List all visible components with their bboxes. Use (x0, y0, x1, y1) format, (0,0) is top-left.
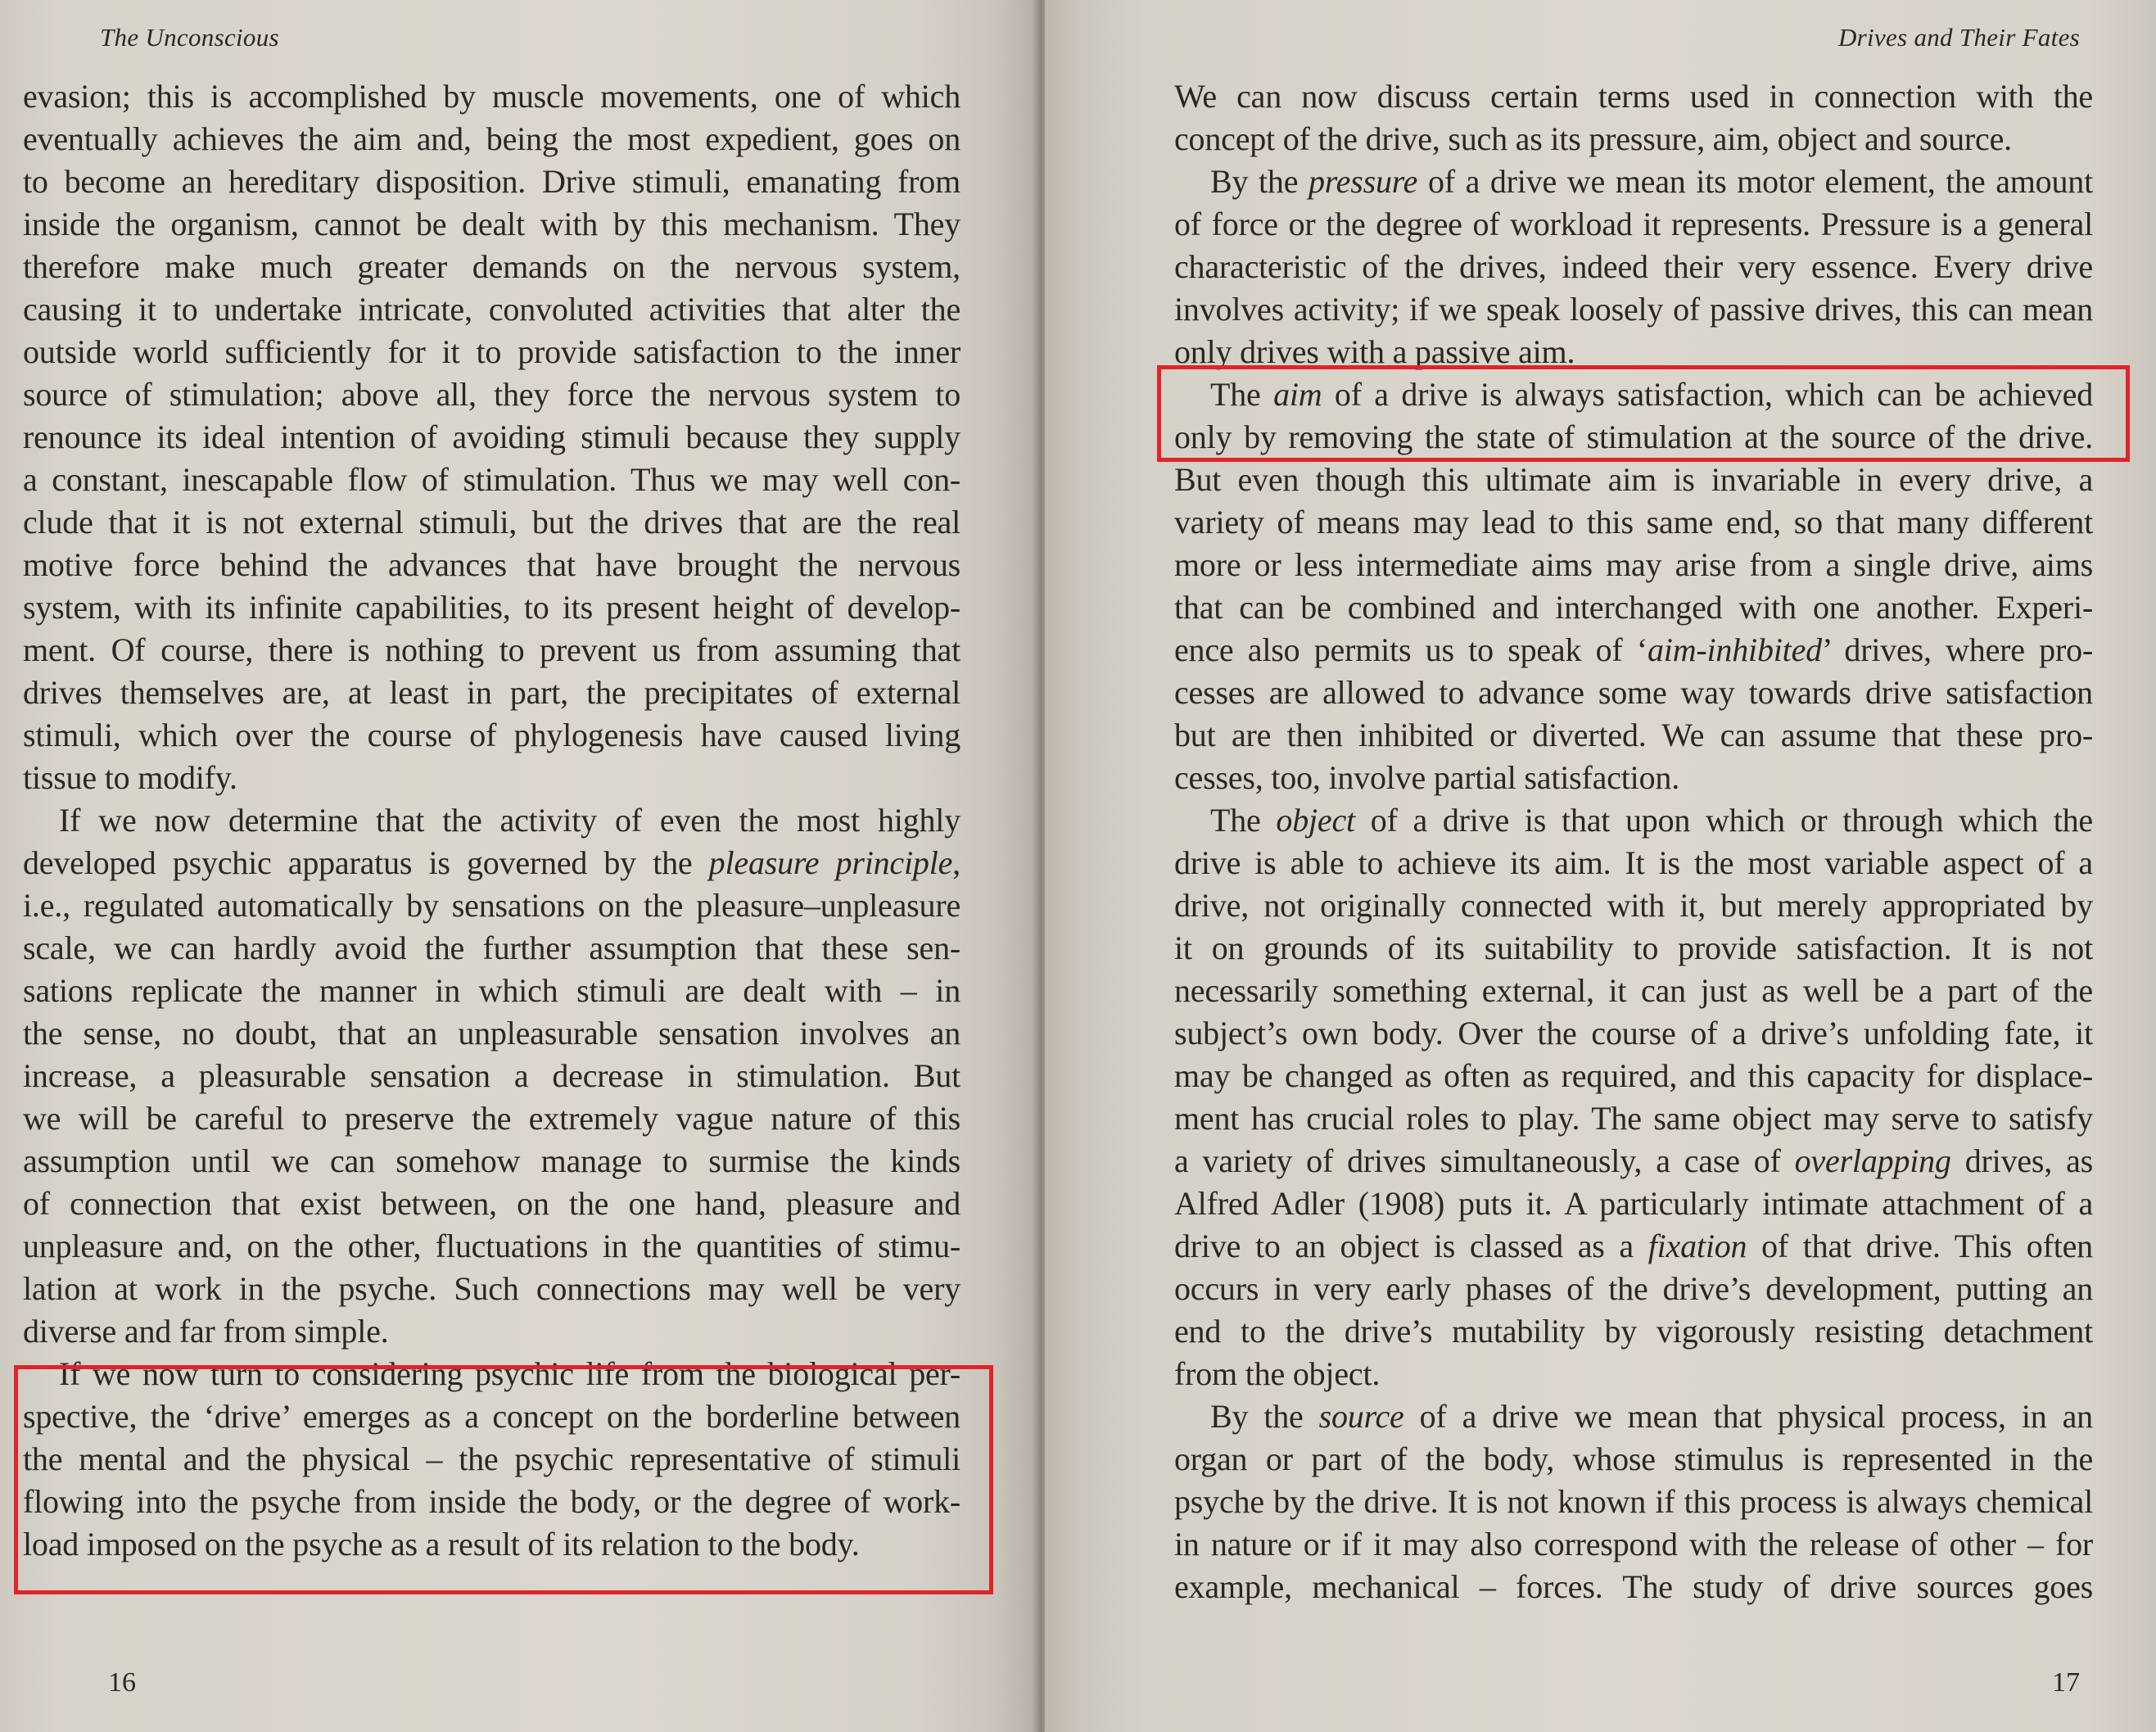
text-line: But even though this ultimate aim is invariable in every drive, a (1174, 461, 2093, 498)
text-line: motive force behind the advances that have brought the nervous (23, 546, 960, 583)
text-line: of force or the degree of workload it represents. Pressure is a general (1174, 206, 2093, 242)
right-running-head: Drives and Their Fates (1837, 23, 2080, 52)
text-line: drive is able to achieve its aim. It is the most variable aspect of a (1174, 844, 2093, 881)
text-line: source of stimulation; above all, they force the nervous system to (23, 376, 960, 413)
text-line: the sense, no doubt, that an unpleasurable sensation involves an (23, 1015, 960, 1051)
text-line: clude that it is not external stimuli, but the drives that are the real (23, 504, 960, 540)
text-line: diverse and far from simple. (23, 1313, 389, 1350)
text-line: organ or part of the body, whose stimulus is represented in the (1174, 1440, 2093, 1477)
text-line: load imposed on the psyche as a result of its relation to the body. (23, 1526, 860, 1562)
right-page-number: 17 (2052, 1667, 2080, 1698)
text-line: The object of a drive is that upon which or through which the (1210, 802, 2093, 839)
text-line: it on grounds of its suitability to provide satisfaction. It is not (1174, 929, 2093, 966)
text-line: tissue to modify. (23, 759, 237, 796)
text-line: renounce its ideal intention of avoiding stimuli because they supply (23, 418, 960, 455)
text-line: involves activity; if we speak loosely of passive drives, this can mean (1174, 291, 2093, 328)
text-line: concept of the drive, such as its pressure, aim, object and source. (1174, 120, 2012, 157)
text-line: drives themselves are, at least in part, the precipitates of external (23, 674, 960, 711)
text-line: causing it to undertake intricate, convoluted activities that alter the (23, 291, 960, 328)
text-line: a variety of drives simultaneously, a case of overlapping drives, as (1174, 1142, 2094, 1179)
right-page (1045, 0, 2156, 1732)
text-line: drive, not originally connected with it, but merely appropriated by (1174, 887, 2093, 924)
text-line: i.e., regulated automatically by sensations on the pleasure–unpleasure (23, 887, 960, 924)
text-line: characteristic of the drives, indeed their very essence. Every drive (1174, 248, 2093, 285)
highlight-box-right (1157, 365, 2130, 462)
text-line: sations replicate the manner in which stimuli are dealt with – in (23, 972, 960, 1009)
text-line: eventually achieves the aim and, being the most expedient, goes on (23, 120, 960, 157)
text-line: example, mechanical – forces. The study of drive sources goes (1174, 1568, 2093, 1605)
text-line: If we now determine that the activity of even the most highly (59, 802, 960, 839)
text-line: drive to an object is classed as a fixation of that drive. This often (1174, 1228, 2093, 1264)
text-line: of connection that exist between, on the one hand, pleasure and (23, 1185, 960, 1222)
text-line: ment has crucial roles to play. The same object may serve to satisfy (1174, 1100, 2093, 1137)
text-line: only drives with a passive aim. (1174, 333, 1575, 370)
text-line: The aim of a drive is always satisfaction, which can be achieved (1210, 376, 2094, 413)
text-line: from the object. (1174, 1355, 1381, 1392)
text-line: system, with its infinite capabilities, to its present height of develop- (23, 589, 960, 626)
left-running-head: The Unconscious (100, 23, 279, 52)
text-line: may be changed as often as required, and this capacity for displace- (1174, 1057, 2093, 1094)
text-line: increase, a pleasurable sensation a decrease in stimulation. But (23, 1057, 960, 1094)
text-line: therefore make much greater demands on the nervous system, (23, 248, 960, 285)
text-line: flowing into the psyche from inside the body, or the degree of work- (23, 1483, 960, 1520)
text-line: cesses, too, involve partial satisfaction. (1174, 759, 1679, 796)
text-line: end to the drive’s mutability by vigorously resisting detachment (1174, 1313, 2093, 1350)
text-line: more or less intermediate aims may arise from a single drive, aims (1174, 546, 2093, 583)
text-line: Alfred Adler (1908) puts it. A particularly intimate attachment of a (1174, 1185, 2093, 1222)
text-line: inside the organism, cannot be dealt with by this mechanism. They (23, 206, 960, 242)
text-line: developed psychic apparatus is governed by the pleasure principle, (23, 844, 960, 881)
text-line: psyche by the drive. It is not known if this process is always chemical (1174, 1483, 2093, 1520)
text-line: only by removing the state of stimulation at the source of the drive. (1174, 418, 2093, 455)
text-line: By the pressure of a drive we mean its motor element, the amount (1210, 163, 2093, 200)
text-line: outside world sufficiently for it to provide satisfaction to the inner (23, 333, 960, 370)
text-line: unpleasure and, on the other, fluctuations in the quantities of stimu- (23, 1228, 960, 1264)
text-line: spective, the ‘drive’ emerges as a concept on the borderline between (23, 1398, 960, 1435)
text-line: By the source of a drive we mean that physical process, in an (1210, 1398, 2093, 1435)
text-line: ment. Of course, there is nothing to prevent us from assuming that (23, 631, 960, 668)
text-line: assumption until we can somehow manage to surmise the kinds (23, 1142, 960, 1179)
text-line: the mental and the physical – the psychic representative of stimuli (23, 1440, 960, 1477)
text-line: stimuli, which over the course of phylogenesis have caused living (23, 717, 960, 753)
text-line: lation at work in the psyche. Such connections may well be very (23, 1270, 960, 1307)
text-line: to become an hereditary disposition. Drive stimuli, emanating from (23, 163, 960, 200)
text-line: subject’s own body. Over the course of a drive’s unfolding fate, it (1174, 1015, 2093, 1051)
text-line: cesses are allowed to advance some way towards drive satisfaction (1174, 674, 2093, 711)
text-line: that can be combined and interchanged with one another. Experi- (1174, 589, 2093, 626)
text-line: If we now turn to considering psychic life from the biological per- (59, 1355, 960, 1392)
text-line: scale, we can hardly avoid the further assumption that these sen- (23, 929, 960, 966)
text-line: We can now discuss certain terms used in connection with the (1174, 78, 2093, 115)
left-page-number: 16 (108, 1667, 136, 1698)
text-line: ence also permits us to speak of ‘aim-inhibited’ drives, where pro- (1174, 631, 2093, 668)
highlight-box-left (14, 1365, 993, 1594)
text-line: evasion; this is accomplished by muscle movements, one of which (23, 78, 960, 115)
text-line: occurs in very early phases of the drive’s development, putting an (1174, 1270, 2093, 1307)
text-line: but are then inhibited or diverted. We can assume that these pro- (1174, 717, 2093, 753)
text-line: a constant, inescapable flow of stimulation. Thus we may well con- (23, 461, 960, 498)
text-line: in nature or if it may also correspond with the release of other – for (1174, 1526, 2093, 1562)
text-line: we will be careful to preserve the extremely vague nature of this (23, 1100, 960, 1137)
text-line: necessarily something external, it can just as well be a part of the (1174, 972, 2093, 1009)
text-line: variety of means may lead to this same end, so that many different (1174, 504, 2093, 540)
